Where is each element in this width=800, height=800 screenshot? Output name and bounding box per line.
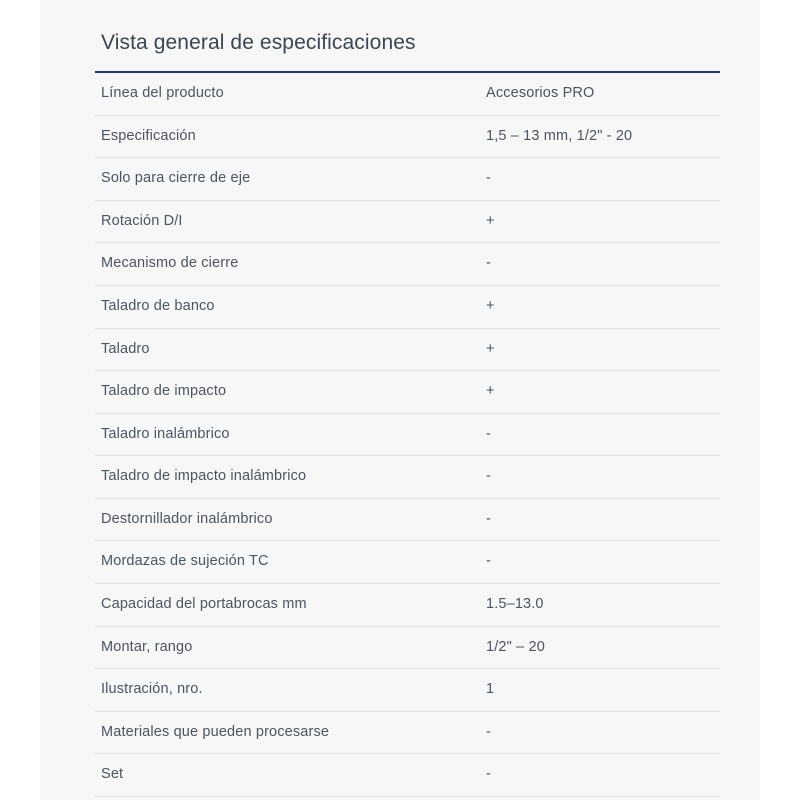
spec-value: 1.5–13.0 (486, 595, 544, 612)
table-row (95, 158, 720, 201)
table-row (95, 72, 720, 115)
spec-label: Mecanismo de cierre (101, 255, 239, 272)
table-row (95, 711, 720, 754)
spec-value: + (486, 340, 495, 357)
spec-value: - (486, 723, 491, 740)
specifications-table-body (95, 72, 720, 796)
spec-label: Taladro de impacto inalámbrico (101, 468, 307, 485)
spec-label: Taladro (101, 340, 150, 357)
spec-label: Capacidad del portabrocas mm (101, 595, 307, 612)
table-row (95, 115, 720, 158)
table-row (95, 583, 720, 626)
spec-label: Especificación (101, 127, 196, 144)
spec-value: + (486, 298, 495, 314)
table-row (95, 371, 720, 414)
table-row (95, 243, 720, 286)
spec-label: Rotación D/I (101, 212, 183, 229)
spec-label: Línea del producto (101, 85, 224, 102)
spec-label: Mordazas de sujeción TC (101, 553, 269, 570)
spec-value: - (486, 170, 491, 187)
spec-value: + (486, 383, 495, 400)
spec-label: Destornillador inalámbrico (101, 510, 273, 527)
table-row (95, 754, 720, 797)
spec-label: Ilustración, nro. (101, 681, 203, 698)
spec-value: 1 (486, 681, 495, 698)
page-title: Vista general de especificaciones (101, 31, 416, 54)
spec-value: 1,5 – 13 mm, 1/2" - 20 (486, 127, 633, 144)
spec-label: Taladro de banco (101, 298, 215, 314)
spec-value: - (486, 468, 491, 485)
spec-label: Montar, rango (101, 638, 193, 655)
specifications-panel (40, 0, 760, 800)
spec-value: + (486, 212, 495, 229)
spec-value: - (486, 425, 491, 442)
spec-label: Solo para cierre de eje (101, 170, 251, 187)
spec-label: Set (101, 766, 124, 783)
table-row (95, 541, 720, 584)
spec-label: Taladro inalámbrico (101, 425, 230, 442)
table-row (95, 626, 720, 669)
spec-value: - (486, 510, 491, 527)
spec-value: 1/2" – 20 (486, 638, 545, 655)
spec-value: Accesorios PRO (486, 85, 595, 102)
table-row (95, 328, 720, 371)
table-row (95, 498, 720, 541)
table-row (95, 286, 720, 329)
table-row (95, 456, 720, 499)
spec-value: - (486, 553, 491, 570)
table-row (95, 413, 720, 456)
table-row (95, 200, 720, 243)
spec-value: - (486, 255, 491, 272)
spec-label: Materiales que pueden procesarse (101, 723, 330, 740)
spec-label: Taladro de impacto (101, 383, 227, 400)
specifications-table (95, 71, 720, 797)
table-row (95, 669, 720, 712)
spec-value: - (486, 766, 491, 783)
